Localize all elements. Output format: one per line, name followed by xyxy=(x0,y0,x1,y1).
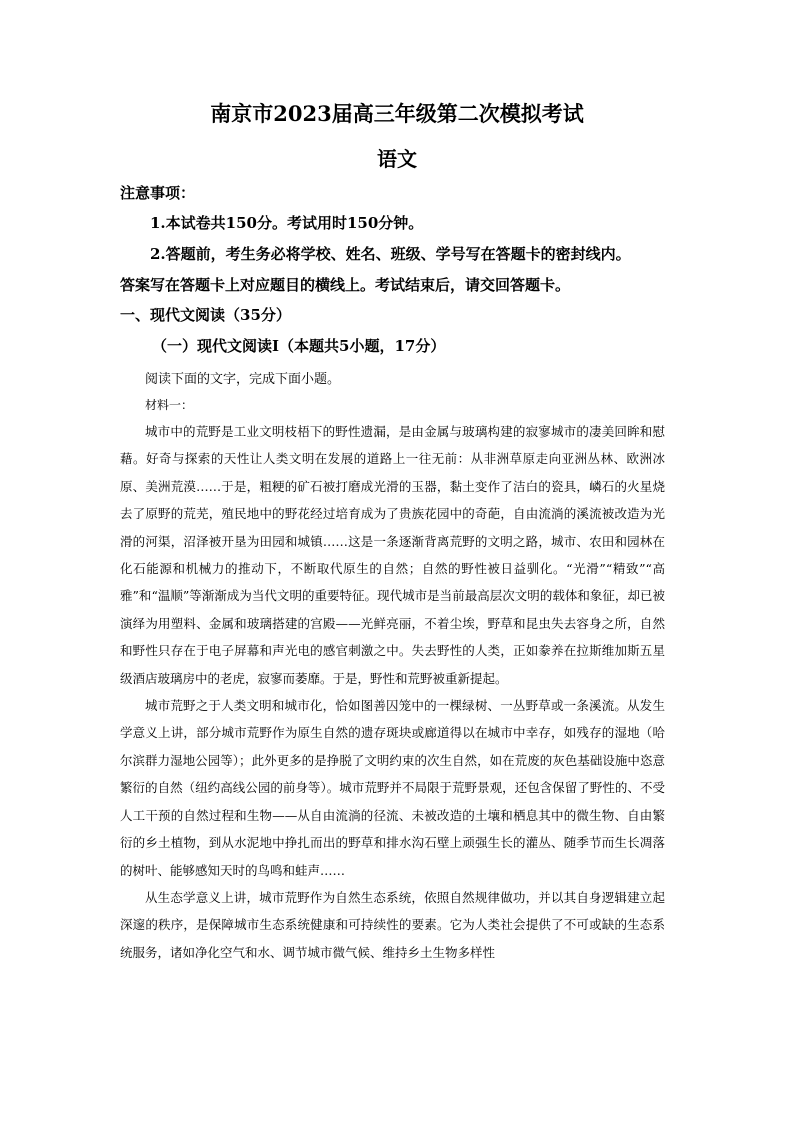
exam-title: 南京市2023届高三年级第二次模拟考试 xyxy=(210,101,584,126)
notes-item-2-cont: 答案写在答题卡上对应题目的横线上。考试结束后，请交回答题卡。 xyxy=(120,276,571,294)
notes-item-1: 1.本试卷共150分。考试用时150分钟。 xyxy=(150,214,424,232)
section-heading: 一、现代文阅读（35分） xyxy=(120,306,291,324)
subject-title: 语文 xyxy=(377,147,417,171)
passage-paragraph-3: 从生态学意义上讲，城市荒野作为自然生态系统，依照自然规律做功，并以其自身逻辑建立起深邃的秩序，是保障城市生态系统健康和可持续性的要素。它为人类社会提供了不可或缺的生态系统服务，诸如净化空气和水、调节城市微气候、维持乡土生物多样性 xyxy=(120,889,665,960)
notes-item-2: 2.答题前，考生务必将学校、姓名、班级、学号写在答题卡的密封线内。 xyxy=(150,245,631,263)
notes-heading: 注意事项： xyxy=(120,184,196,202)
passage-paragraph-2: 城市荒野之于人类文明和城市化，恰如图善囚笼中的一棵绿树、一丛野草或一条溪流。从发生学意义上讲，部分城市荒野作为原生自然的遗存斑块或廊道得以在城市中幸存，如残存的湿地（哈尔滨群力湿地公园等）；此外更多的是挣脱了文明约束的次生自然，如在荒废的灰色基础设施中恣意繁衍的自然（纽约高线公园的前身等）。城市荒野并不局限于荒野景观，还包含保留了野性的、不受人工干预的自然过程和生物——从自由流淌的径流、未被改造的土壤和栖息其中的微生物、自由繁衍的乡土植物，到从水泥地中挣扎而出的野草和排水沟石壁上顽强生长的灌丛、随季节而生长凋落的树叶、能够感知天时的鸟鸣和蛙声…… xyxy=(120,698,665,878)
section-subheading: （一）现代文阅读Ⅰ（本题共5小题，17分） xyxy=(152,337,446,355)
passage-paragraph-1: 城市中的荒野是工业文明枝梧下的野性遗漏，是由金属与玻璃构建的寂寥城市的凄美回眸和慰藉。好奇与探索的天性让人类文明在发展的道路上一往无前：从非洲草原走向亚洲丛林、欧洲冰原、美洲荒漠……于是，粗粳的矿石被打磨成光滑的玉器，黏土变作了洁白的瓷具，嶙石的火星烧去了原野的荒芜，殖民地中的野花经过培育成为了贵族花园中的奇葩，自由流淌的溪流被改造为光滑的河渠，沼泽被开垦为田园和城镇……这是一条逐渐背离荒野的文明之路，城市、农田和园林在化石能源和机械力的推动下，不断取代原生的自然；自然的野性被日益驯化。“光滑”“精致”“高雅”和“温顺”等渐渐成为当代文明的重要特征。现代城市是当前最高层次文明的载体和象征，却已被演绎为用塑料、金属和玻璃搭建的宫殿——光鲜亮丽，不着尘埃，野草和昆虫失去容身之所，自然和野性只存在于电子屏幕和声光电的感官刺激之中。失去野性的人类，正如豢养在拉斯维加斯五星级酒店玻璃房中的老虎，寂寥而萎靡。于是，野性和荒野被重新提起。 xyxy=(120,424,665,686)
passage xyxy=(120,418,665,966)
instruction-text: 阅读下面的文字，完成下面小题。 xyxy=(145,372,341,387)
material-label: 材料一： xyxy=(145,398,194,412)
